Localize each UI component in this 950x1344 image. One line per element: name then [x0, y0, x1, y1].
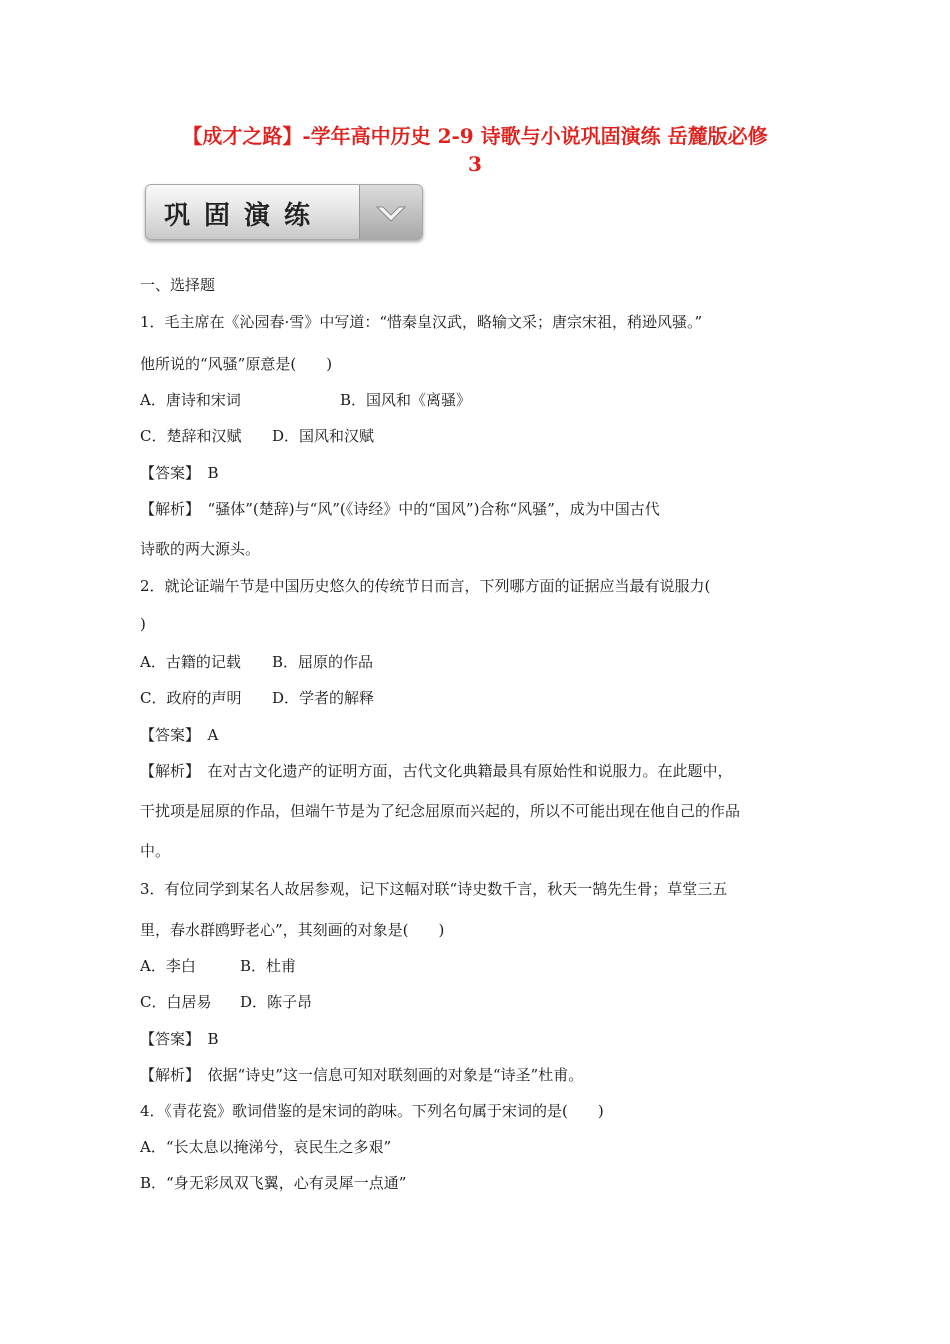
q2-analysis-text-1: 在对古文化遗产的证明方面，古代文化典籍最具有原始性和说服力。在此题中，: [207, 762, 733, 780]
q2-option-c: C．政府的声明: [140, 689, 242, 707]
q2-stem-line-2: ): [140, 615, 146, 633]
q3-answer-value: B: [207, 1030, 219, 1048]
answer-label: 【答案】: [140, 1030, 193, 1048]
q1-stem-line-2: 他所说的“风骚”原意是( ): [140, 355, 333, 373]
q2-option-a: A．古籍的记载: [140, 653, 241, 671]
section-banner: [145, 184, 423, 240]
title-line-1: 【成才之路】-学年高中历史 2-9 诗歌与小说巩固演练 岳麓版必修: [182, 124, 768, 148]
q4-option-b: B．“身无彩凤双飞翼，心有灵犀一点通”: [140, 1174, 407, 1192]
banner-tab: [359, 185, 422, 239]
q1-analysis-line-1: [140, 498, 660, 519]
q1-option-a: A．唐诗和宋词: [140, 391, 241, 409]
q3-analysis-line-1: [140, 1064, 583, 1085]
q1-stem-line-1: 1．毛主席在《沁园春·雪》中写道：“惜秦皇汉武，略输文采；唐宗宋祖，稍逊风骚。”: [140, 313, 703, 331]
q3-option-c: C．白居易: [140, 993, 212, 1011]
q3-option-a: A．李白: [140, 957, 196, 975]
q2-option-b: B．屈原的作品: [272, 653, 374, 671]
answer-label: 【答案】: [140, 464, 193, 482]
q2-analysis-line-1: [140, 760, 733, 781]
q1-option-b: B．国风和《离骚》: [340, 391, 472, 409]
q3-answer: [140, 1028, 219, 1049]
q1-analysis-text-1: “骚体”(楚辞)与“风”(《诗经》中的“国风”)合称“风骚”，成为中国古代: [207, 500, 660, 518]
q2-analysis-line-2: 干扰项是屈原的作品，但端午节是为了纪念屈原而兴起的，所以不可能出现在他自己的作品: [140, 802, 741, 820]
q3-option-d: D．陈子昂: [240, 993, 313, 1011]
q4-stem-line-1: 4．《青花瓷》歌词借鉴的是宋词的韵味。下列名句属于宋词的是( ): [140, 1102, 604, 1120]
analysis-label: 【解析】: [140, 500, 193, 518]
q2-analysis-line-3: 中。: [140, 842, 171, 860]
q2-answer-value: A: [207, 726, 219, 744]
banner-label: 巩固演练: [164, 201, 325, 231]
answer-label: 【答案】: [140, 726, 193, 744]
analysis-label: 【解析】: [140, 762, 193, 780]
q3-stem-line-2: 里，春水群鸥野老心”，其刻画的对象是( ): [140, 921, 445, 939]
q2-option-d: D．学者的解释: [272, 689, 375, 707]
q3-option-b: B．杜甫: [240, 957, 297, 975]
q1-answer-value: B: [207, 464, 219, 482]
q4-option-a: A．“长太息以掩涕兮，哀民生之多艰”: [140, 1138, 392, 1156]
analysis-label: 【解析】: [140, 1066, 193, 1084]
document-title: [120, 122, 830, 178]
q1-option-d: D．国风和汉赋: [272, 427, 375, 445]
q1-answer: [140, 462, 219, 483]
title-line-2: 3: [468, 152, 482, 176]
q1-option-c: C．楚辞和汉赋: [140, 427, 242, 445]
chevron-down-icon: [375, 201, 407, 225]
q3-stem-line-1: 3．有位同学到某名人故居参观，记下这幅对联“诗史数千言，秋天一鹄先生骨；草堂三五: [140, 880, 728, 898]
q2-stem-line-1: 2．就论证端午节是中国历史悠久的传统节日而言，下列哪方面的证据应当最有说服力(: [140, 577, 711, 595]
section-heading: 一、选择题: [140, 276, 216, 294]
q1-analysis-line-2: 诗歌的两大源头。: [140, 540, 261, 558]
q2-answer: [140, 724, 218, 745]
q3-analysis-text-1: 依据“诗史”这一信息可知对联刻画的对象是“诗圣”杜甫。: [207, 1066, 584, 1084]
